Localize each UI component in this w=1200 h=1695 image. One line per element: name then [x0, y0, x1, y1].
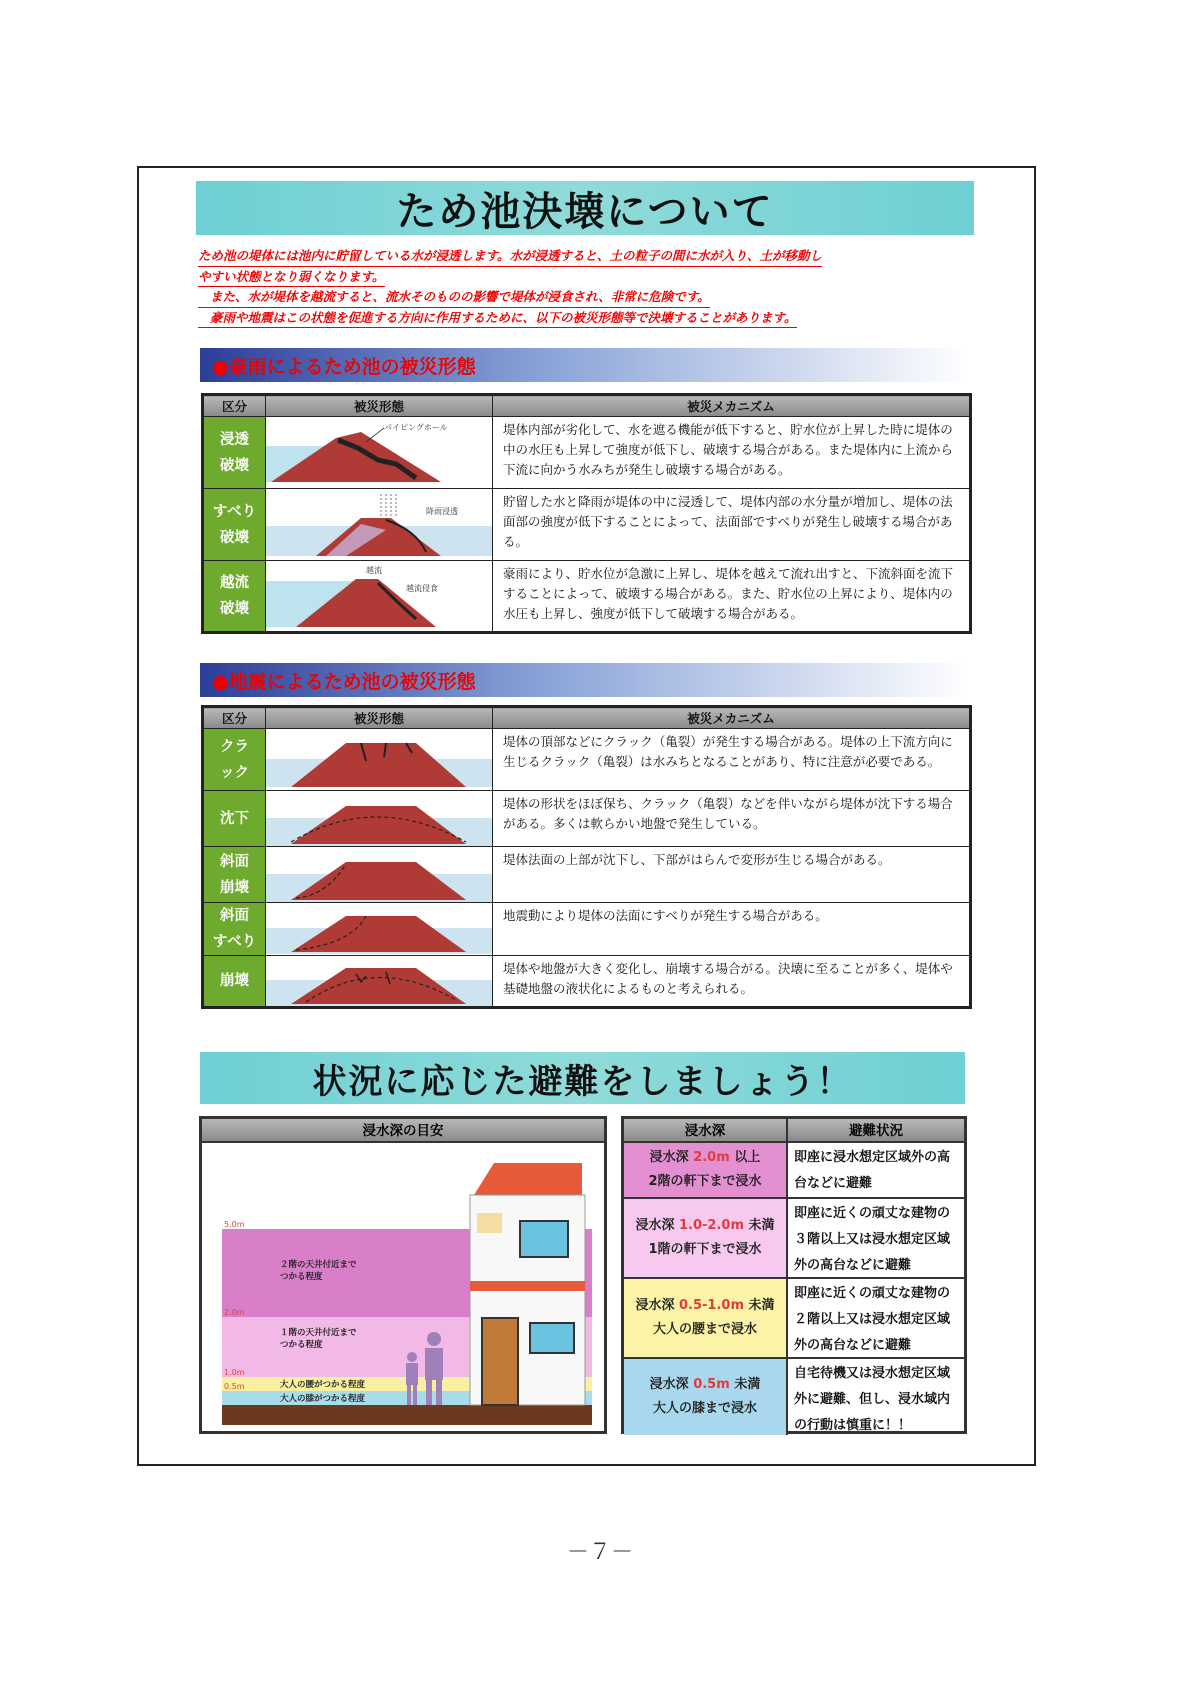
slope-collapse-diagram	[266, 847, 493, 903]
page-number: －７－	[566, 1540, 633, 1565]
col-header-kind: 区分	[203, 707, 266, 729]
evac-row: 浸水深 0.5m 未満 大人の膝まで浸水 自宅待機又は浸水想定区域外に避難、但し、浸水域内の行動は慎重に！！	[624, 1357, 964, 1435]
table-row	[203, 956, 971, 1008]
table-row	[203, 791, 971, 847]
row-mechanism: 堤体の形状をほぼ保ち、クラック（亀裂）などを伴いながら堤体が沈下する場合がある。多くは軟らかい地盤で発生している。	[493, 791, 971, 847]
table-row	[203, 903, 971, 956]
evac-col-depth: 浸水深	[624, 1119, 788, 1143]
quake-damage-table	[201, 705, 972, 1009]
level-label-05m: 0.5m	[224, 1382, 245, 1391]
rain-damage-table	[201, 393, 972, 634]
table-row	[203, 561, 971, 633]
seepage-failure-diagram	[266, 417, 493, 489]
label-1f: １階の天井付近まで	[280, 1328, 357, 1338]
table-row	[203, 847, 971, 903]
row-mechanism: 堤体法面の上部が沈下し、下部がはらんで変形が生じる場合がある。	[493, 847, 971, 903]
table-row	[203, 489, 971, 561]
intro-line: 豪雨や地震はこの状態を促進する方向に作用するために、以下の被災形態等で決壊することがあります。	[198, 308, 797, 329]
level-label-5m: 5.0m	[224, 1220, 245, 1229]
evac-row: 浸水深 2.0m 以上 2階の軒下まで浸水 即座に浸水想定区域外の高台などに避難	[624, 1143, 964, 1197]
row-kind: クラ ック	[203, 729, 266, 791]
evac-row: 浸水深 0.5-1.0m 未満 大人の腰まで浸水 即座に近くの頑丈な建物の２階以上又は浸水想定区域外の高台などに避難	[624, 1277, 964, 1357]
row-mechanism: 豪雨により、貯水位が急激に上昇し、堤体を越えて流れ出すと、下流斜面を流下することによって、破壊する場合がある。また、貯水位の上昇により、堤体内の水圧も上昇し、強度が低下して破壊する場合がある。	[493, 561, 971, 633]
evac-row: 浸水深 1.0-2.0m 未満 1階の軒下まで浸水 即座に近くの頑丈な建物の３階以上又は浸水想定区域外の高台などに避難	[624, 1197, 964, 1277]
row-mechanism: 堤体の頂部などにクラック（亀裂）が発生する場合がある。堤体の上下流方向に生じるクラック（亀裂）は水みちとなることがあり、特に注意が必要である。	[493, 729, 971, 791]
intro-line: また、水が堤体を越流すると、流水そのものの影響で堤体が浸食され、非常に危険です。	[198, 287, 710, 308]
crack-diagram	[266, 729, 493, 791]
depth-guide-header: 浸水深の目安	[202, 1119, 604, 1143]
section-heading-quake: ●地震によるため池の被災形態	[200, 663, 970, 697]
row-kind: 斜面 崩壊	[203, 847, 266, 903]
level-label-1m: 1.0m	[224, 1368, 245, 1377]
intro-text	[198, 246, 978, 328]
col-header-kind: 区分	[203, 395, 266, 417]
section-heading-rain: ●豪雨によるため池の被災形態	[200, 348, 970, 382]
col-header-mechanism: 被災メカニズム	[493, 395, 971, 417]
row-kind: 越流 破壊	[203, 561, 266, 633]
row-mechanism: 堤体や地盤が大きく変化し、崩壊する場合がる。決壊に至ることが多く、堤体や基礎地盤の液状化によるものと考えられる。	[493, 956, 971, 1008]
svg-text:パイピングホール: パイピングホール	[384, 422, 448, 432]
collapse-diagram	[266, 956, 493, 1008]
label-knee: 大人の膝がつかる程度	[280, 1394, 366, 1404]
svg-text:越流侵食: 越流侵食	[406, 584, 438, 593]
row-mechanism: 貯留した水と降雨が堤体の中に浸透して、堤体内部の水分量が増加し、堤体の法面部の強度が低下することによって、法面部ですべりが発生し破壊する場合がある。	[493, 489, 971, 561]
evacuation-table	[621, 1116, 967, 1434]
label-2f: ２階の天井付近まで	[280, 1260, 357, 1270]
row-kind: すべり 破壊	[203, 489, 266, 561]
intro-line: ため池の堤体には池内に貯留している水が浸透します。水が浸透すると、土の粒子の間に水が入り、土が移動し	[198, 246, 822, 267]
settlement-diagram	[266, 791, 493, 847]
row-kind: 浸透 破壊	[203, 417, 266, 489]
depth-guide-panel	[199, 1116, 607, 1434]
table-row	[203, 417, 971, 489]
slip-failure-diagram	[266, 489, 493, 561]
col-header-figure: 被災形態	[266, 707, 493, 729]
depth-guide-illustration	[202, 1143, 604, 1431]
row-kind: 斜面 すべり	[203, 903, 266, 956]
row-kind: 沈下	[203, 791, 266, 847]
overflow-failure-diagram	[266, 561, 493, 633]
label-waist: 大人の腰がつかる程度	[280, 1380, 366, 1390]
svg-text:つかる程度: つかる程度	[280, 1272, 323, 1282]
svg-text:つかる程度: つかる程度	[280, 1340, 323, 1350]
evac-col-action: 避難状況	[788, 1119, 964, 1143]
col-header-mechanism: 被災メカニズム	[493, 707, 971, 729]
evac-header-row	[624, 1119, 964, 1143]
ground	[222, 1405, 592, 1425]
svg-text:降雨浸透: 降雨浸透	[426, 506, 458, 516]
row-mechanism: 地震動により堤体の法面にすべりが発生する場合がある。	[493, 903, 971, 956]
level-label-2m: 2.0m	[224, 1308, 245, 1317]
table-row	[203, 729, 971, 791]
evacuation-banner: 状況に応じた避難をしましょう！	[200, 1052, 965, 1104]
intro-line: やすい状態となり弱くなります。	[198, 267, 385, 288]
row-kind: 崩壊	[203, 956, 266, 1008]
slope-slip-diagram	[266, 903, 493, 956]
house-icon	[470, 1163, 585, 1405]
title-banner: ため池決壊について	[196, 181, 974, 235]
col-header-figure: 被災形態	[266, 395, 493, 417]
svg-text:越流: 越流	[366, 566, 382, 575]
row-mechanism: 堤体内部が劣化して、水を遮る機能が低下すると、貯水位が上昇した時に堤体の中の水圧も上昇して強度が低下し、破壊する場合がある。また堤体内に上流から下流に向かう水みちが発生し破壊する場合がある。	[493, 417, 971, 489]
